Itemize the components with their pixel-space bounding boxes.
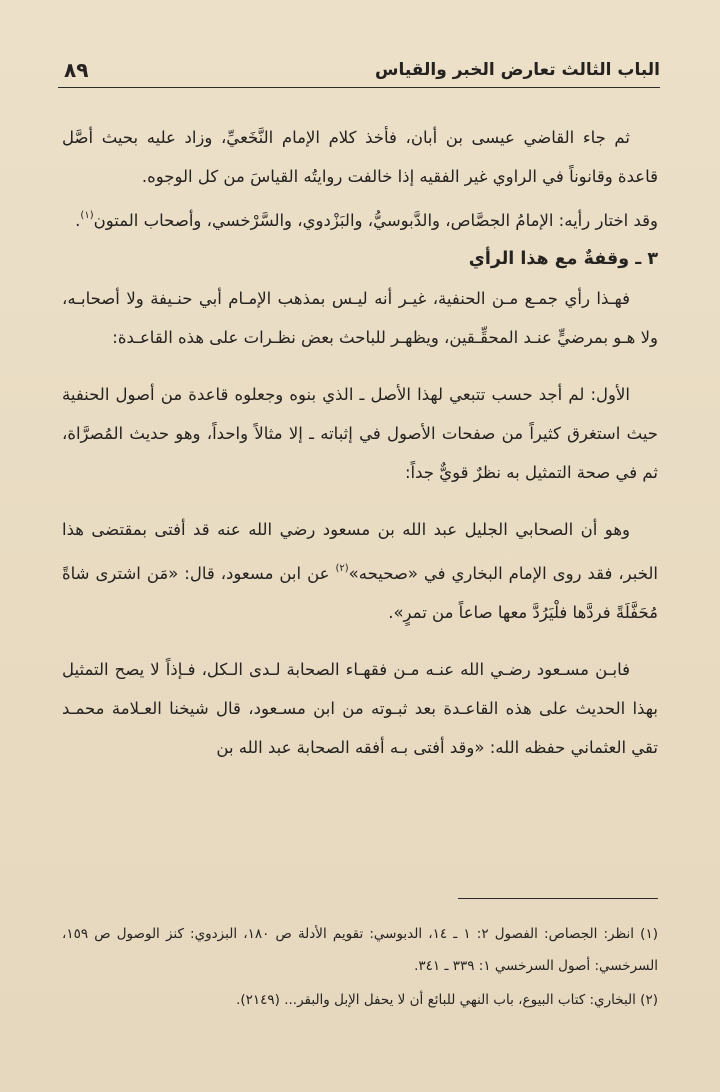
paragraph-first-point: الأول: لم أجد حسب تتبعي لهذا الأصل ـ الذي بنوه وجعلوه قاعدة من أصول الحنفية حيث استغرق كثيراً من صفحات الأصول في إثباته ـ إلا مثالاً واحداً، وهو حديث المُصرَّاة، ثم في صحة التمثيل به نظرٌ قويٌّ جداً: <box>62 385 658 482</box>
page-number: ٨٩ <box>64 58 89 82</box>
paragraph-adopters-end: . <box>75 211 81 230</box>
footnote-rule <box>458 898 658 899</box>
footnote-1: (١) انظر: الجصاص: الفصول ٢: ١ ـ ١٤، الدبوسي: تقويم الأدلة ص ١٨٠، البزدوي: كنز الوصول ص ١٥٩، السرخسي: أصول السرخسي ١: ٣٣٩ ـ ٣٤١. <box>62 926 658 974</box>
paragraph-adopters <box>62 196 658 240</box>
header-rule <box>58 87 660 88</box>
main-text <box>62 118 658 767</box>
paragraph-hanafi-view: فهـذا رأي جمـع مـن الحنفية، غيـر أنه ليـس بمذهب الإمـام أبي حنـيفة ولا أصحابـه، ولا هـو بمرضيٍّ عنـد المحقِّـقين، ويظهـر للباحث بعض نظـرات على هذه القاعـدة: <box>62 289 658 347</box>
section-heading: ٣ ـ وقفةٌ مع هذا الرأي <box>468 249 658 269</box>
chapter-title: الباب الثالث تعارض الخبر والقياس <box>375 60 660 80</box>
footnote-ref-1[interactable]: (١) <box>80 210 94 221</box>
paragraph-ibn-masud-b: عن ابن مسعود، قال: «مَن اشترى شاةً مُحَفَّلَةً فردَّها فلْيَرُدَّ معها صاعاً من تمرٍ». <box>62 564 658 622</box>
paragraph-ibn-masud <box>62 510 658 632</box>
footnote-ref-2[interactable]: (٢) <box>335 563 349 574</box>
paragraph-adopters-text: وقد اختار رأيه: الإمامُ الجصَّاص، والدَّبوسيُّ، والبَزْدوي، والسَّرْخسي، وأصحاب المتون <box>93 211 658 230</box>
footnote-2: (٢) البخاري: كتاب البيوع، باب النهي للبائع أن لا يحفل الإبل والبقر... (٢١٤٩). <box>236 992 658 1008</box>
running-header <box>58 52 660 88</box>
paragraph-ibn-masud-a: وهو أن الصحابي الجليل عبد الله بن مسعود رضي الله عنه قد أفتى بمقتضى هذا الخبر، فقد روى الإمام البخاري في «صحيحه» <box>62 520 658 583</box>
footnotes <box>62 918 658 1016</box>
paragraph-conclusion: فابـن مسـعود رضـي الله عنـه مـن فقهـاء الصحابة لـدى الـكل، فـإذاً لا يصح التمثيل بهذا الحديث على هذه القاعـدة بعد ثبـوته من ابن مسـعود، قال شيخنا العـلامة محمـد تقي العثماني حفظه الله: «وقد أفتى بـه أفقه الصحابة عبد الله بن <box>62 660 658 757</box>
paragraph-isa-ibn-aban: ثم جاء القاضي عيسى بن أبان، فأخذ كلام الإمام النَّخَعيِّ، وزاد عليه بحيث أصَّل قاعدة وقانوناً في الراوي غير الفقيه إذا خالفت روايتُه القياسَ من كل الوجوه. <box>62 128 658 186</box>
